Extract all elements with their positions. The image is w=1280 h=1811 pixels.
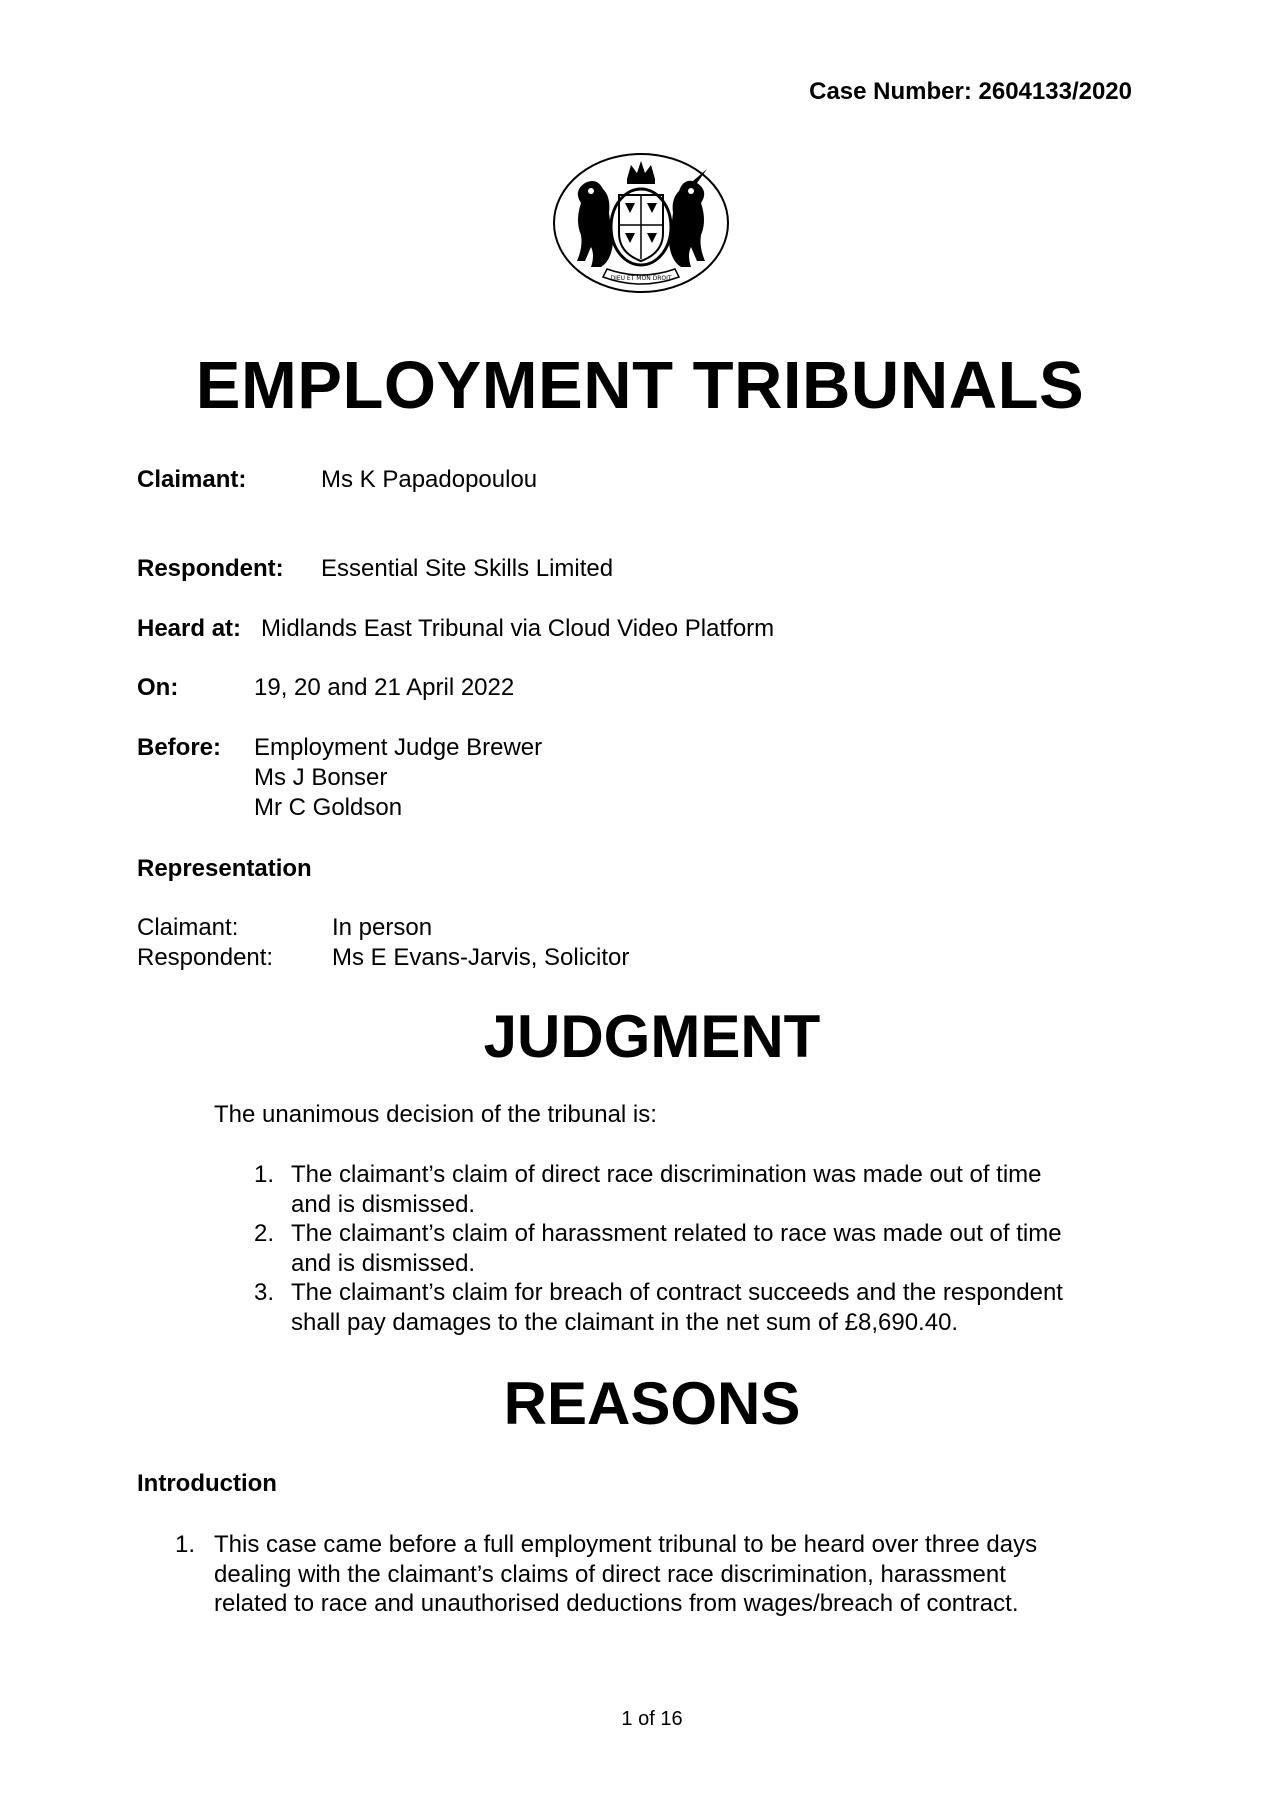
respondent-label: Respondent: <box>137 555 284 582</box>
paragraph-number: 1. <box>175 1531 196 1558</box>
list-item-number: 2. <box>254 1220 275 1247</box>
list-item: and is dismissed. <box>291 1190 476 1218</box>
judgment-list <box>0 1160 1280 1340</box>
list-item: The claimant’s claim of harassment related to race was made out of time <box>291 1220 1062 1247</box>
rep-respondent-label: Respondent: <box>137 944 274 971</box>
hearing-date-label: On: <box>137 674 179 701</box>
reasons-heading: REASONS <box>503 1370 801 1437</box>
claimant-label: Claimant: <box>137 466 247 493</box>
document-title: EMPLOYMENT TRIBUNALS <box>195 348 1085 423</box>
list-item: The claimant’s claim for breach of contract succeeds and the respondent <box>291 1279 1063 1306</box>
heard-at-label: Heard at: <box>137 615 242 642</box>
rep-claimant-value: In person <box>332 914 433 941</box>
svg-text:DIEU ET MON DROIT: DIEU ET MON DROIT <box>610 275 672 282</box>
rep-respondent-value: Ms E Evans-Jarvis, Solicitor <box>332 944 630 971</box>
panel-member: Employment Judge Brewer <box>254 734 543 761</box>
paragraph-line: This case came before a full employment tribunal to be heard over three days <box>214 1531 1038 1558</box>
paragraph-line: related to race and unauthorised deductions from wages/breach of contract. <box>214 1590 1019 1617</box>
panel-member: Ms J Bonser <box>254 764 388 791</box>
list-item: shall pay damages to the claimant in the net sum of £8,690.40. <box>291 1308 959 1336</box>
heard-at-value: Midlands East Tribunal via Cloud Video Platform <box>261 615 775 642</box>
list-item: and is dismissed. <box>291 1249 476 1277</box>
respondent-value: Essential Site Skills Limited <box>321 555 614 582</box>
case-number: Case Number: 2604133/2020 <box>809 78 1132 105</box>
rep-claimant-label: Claimant: <box>137 914 239 941</box>
paragraph-line: dealing with the claimant’s claims of direct race discrimination, harassment <box>214 1560 1006 1588</box>
introduction-heading: Introduction <box>137 1470 277 1497</box>
before-label: Before: <box>137 734 222 761</box>
representation-heading: Representation <box>137 855 312 882</box>
page-indicator: 1 of 16 <box>621 1708 683 1730</box>
reasons-paragraph <box>0 1530 1280 1625</box>
royal-crest-icon <box>551 151 731 296</box>
panel-member: Mr C Goldson <box>254 794 403 821</box>
list-item-number: 1. <box>254 1161 275 1188</box>
judgment-intro: The unanimous decision of the tribunal is: <box>214 1101 657 1128</box>
judgment-heading: JUDGMENT <box>483 1003 821 1070</box>
claimant-value: Ms K Papadopoulou <box>321 466 538 493</box>
hearing-date-value: 19, 20 and 21 April 2022 <box>254 674 515 701</box>
list-item-number: 3. <box>254 1279 275 1306</box>
list-item: The claimant’s claim of direct race discrimination was made out of time <box>291 1161 1042 1188</box>
